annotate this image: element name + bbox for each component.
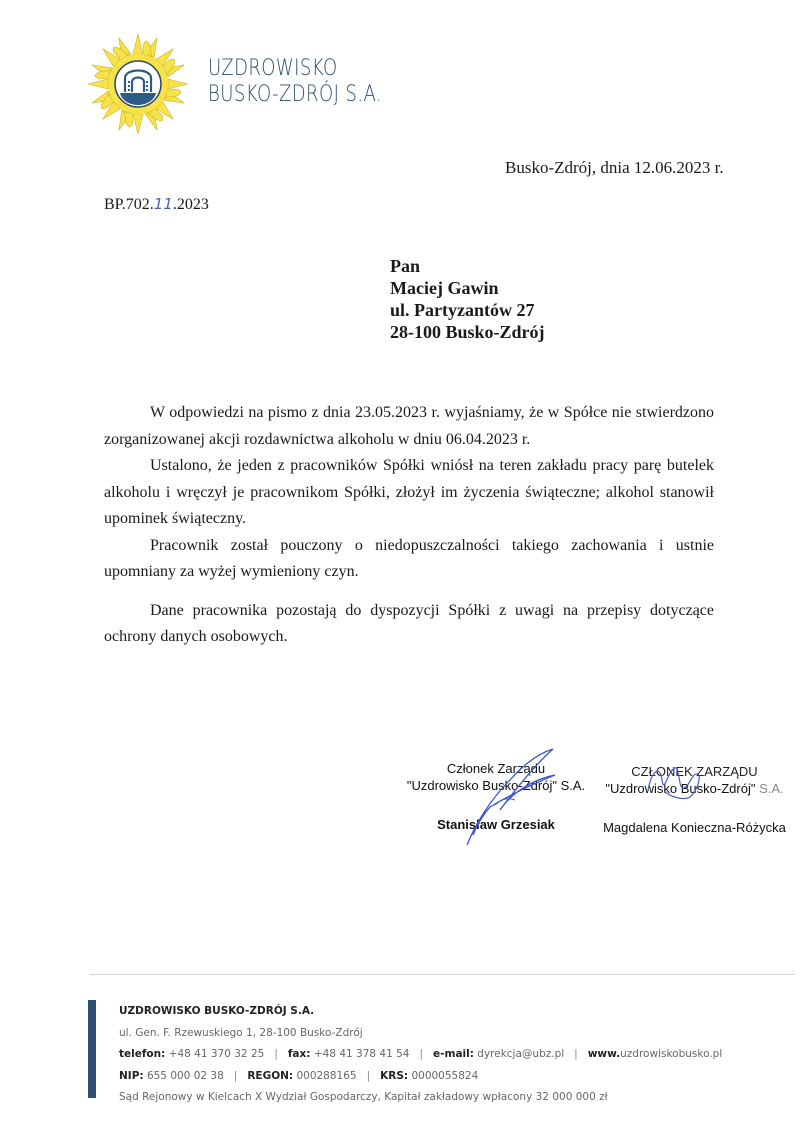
signatory-company-line — [592, 780, 797, 797]
addressee-name: Maciej Gawin — [390, 278, 499, 298]
body-paragraph: Dane pracownika pozostają do dyspozycji Spółki z uwagi na przepisy dotyczące ochrony danych osobowych. — [104, 601, 714, 645]
body-paragraph: W odpowiedzi na pismo z dnia 23.05.2023 r. wyjaśniamy, że w Spółce nie stwierdzono zorganizowanej akcji rozdawnictwa alkoholu w dniu 06.04.2023 r. — [104, 404, 714, 448]
footer-regon-label: REGON: — [247, 1069, 294, 1082]
signatory-title: CZŁONEK ZARZĄDU — [631, 764, 758, 779]
footer-accent-bar — [88, 1000, 96, 1098]
signature-block-2 — [592, 763, 797, 836]
body-paragraph: Ustalono, że jeden z pracowników Spółki wniósł na teren zakładu pracy parę butelek alkoholu i wręczył je pracownikom Spółki, złożył im życzenia świąteczne; alkohol stanowił upominek świąteczny. — [104, 457, 714, 527]
logo-line-2: BUSKO-ZDRÓJ S.A. — [208, 82, 383, 107]
reference-prefix: BP.702. — [104, 196, 154, 213]
footer-www: uzdrowiskobusko.pl — [620, 1048, 723, 1060]
footer-email[interactable]: dyrekcja@ubz.pl — [477, 1048, 565, 1060]
footer-krs-label: KRS: — [380, 1069, 409, 1082]
footer-contact-line — [119, 1044, 722, 1066]
logo-line-1: UZDROWISKO — [208, 56, 338, 81]
signatory-company: "Uzdrowisko Busko-Zdrój" S.A. — [406, 778, 586, 793]
sun-fountain-logo-icon — [88, 34, 188, 134]
footer-email-label: e-mail: — [433, 1048, 474, 1060]
company-name-logo-text — [208, 56, 382, 108]
footer-krs: 0000055824 — [411, 1069, 479, 1082]
signatory-title: Członek Zarządu — [446, 761, 546, 776]
footer-nip-label: NIP: — [119, 1069, 144, 1082]
footer-separator: | — [366, 1069, 371, 1082]
place-and-date: Busko-Zdrój, dnia 12.06.2023 r. — [505, 158, 724, 177]
addressee-salutation: Pan — [390, 256, 421, 276]
footer-court-info: Sąd Rejonowy w Kielcach X Wydział Gospodarczy, Kapitał zakładowy wpłacony 32 000 000 zł — [119, 1091, 608, 1103]
signatory-company: "Uzdrowisko Busko-Zdrój" — [605, 781, 756, 796]
footer-website[interactable] — [588, 1048, 723, 1060]
footer-separator: | — [274, 1048, 278, 1060]
reference-suffix: .2023 — [172, 196, 209, 213]
footer-separator: | — [233, 1069, 238, 1082]
footer-nip: 655 000 02 38 — [146, 1069, 224, 1082]
signature-block-1 — [396, 760, 596, 833]
body-paragraph: Pracownik został pouczony o niedopuszczalności takiego zachowania i ustnie upomniany za wyżej wymieniony czyn. — [104, 536, 714, 580]
signatory-name: Stanisław Grzesiak — [437, 817, 555, 832]
footer-regon: 000288165 — [296, 1069, 357, 1082]
footer-company-name: UZDROWISKO BUSKO-ZDRÓJ S.A. — [119, 1005, 315, 1017]
signatory-company-suffix: S.A. — [759, 781, 784, 796]
footer-phone: +48 41 370 32 25 — [168, 1048, 265, 1060]
addressee-street: ul. Partyzantów 27 — [390, 300, 535, 320]
footer-address: ul. Gen. F. Rzewuskiego 1, 28-100 Busko-Zdrój — [119, 1026, 363, 1039]
company-logo — [88, 34, 388, 134]
footer-separator: | — [419, 1048, 424, 1060]
letter-body — [104, 400, 714, 651]
footer-divider — [90, 974, 795, 975]
addressee-block — [390, 255, 545, 343]
footer-registry-line — [119, 1066, 722, 1088]
footer-fax-label: fax: — [287, 1048, 311, 1060]
reference-handwritten-number: 11 — [153, 195, 173, 213]
footer-phone-label: telefon: — [119, 1048, 166, 1060]
reference-number — [104, 195, 209, 214]
footer-separator: | — [574, 1048, 578, 1060]
footer-www-label: www. — [587, 1048, 621, 1060]
footer — [119, 1001, 722, 1109]
addressee-city: 28-100 Busko-Zdrój — [390, 322, 545, 342]
signatory-name: Magdalena Konieczna-Różycka — [603, 820, 786, 835]
footer-fax: +48 41 378 41 54 — [313, 1048, 410, 1060]
